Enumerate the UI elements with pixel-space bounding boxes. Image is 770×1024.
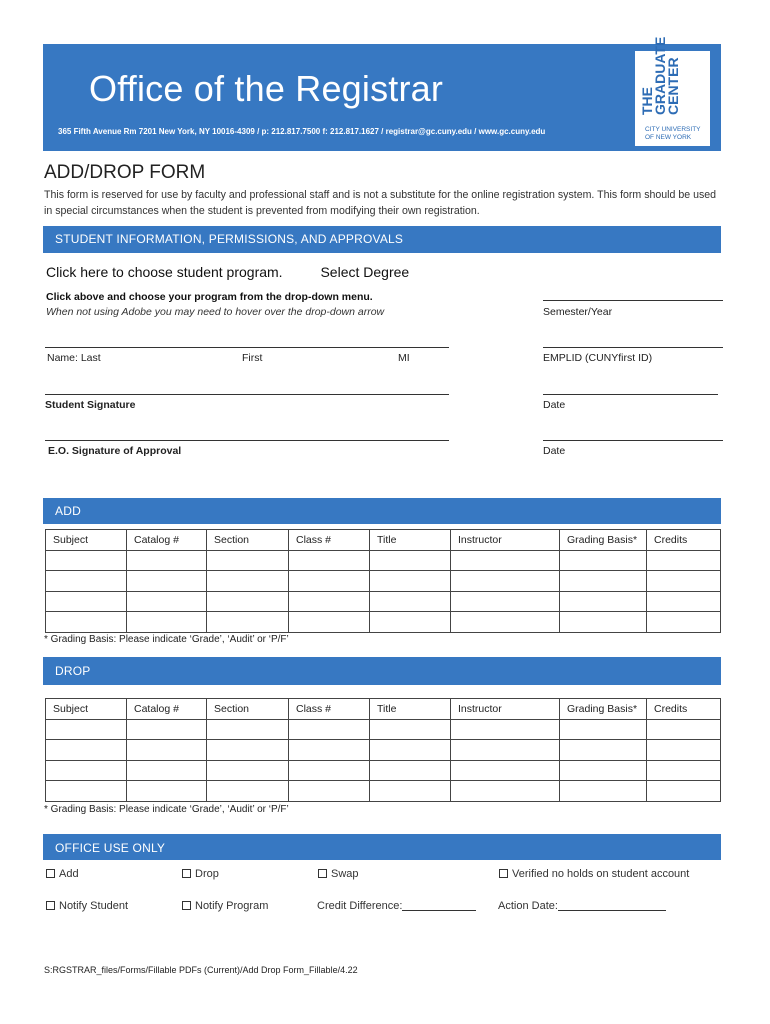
- swap-label: Swap: [331, 868, 359, 880]
- table-cell[interactable]: [451, 591, 560, 612]
- table-cell[interactable]: [46, 781, 127, 802]
- table-cell[interactable]: [127, 571, 207, 592]
- table-cell[interactable]: [370, 550, 451, 571]
- table-cell[interactable]: [207, 740, 289, 761]
- action-date-field[interactable]: [558, 901, 666, 911]
- action-date-label: Action Date:: [498, 900, 558, 912]
- header-title: Office of the Registrar: [89, 68, 444, 109]
- table-cell[interactable]: [289, 550, 370, 571]
- student-signature-field[interactable]: [45, 394, 449, 395]
- checkbox-icon[interactable]: [318, 869, 327, 878]
- dropdown-hint: When not using Adobe you may need to hover over the drop-down arrow: [46, 306, 385, 318]
- name-last-label: Name: Last: [47, 352, 101, 364]
- checkbox-icon[interactable]: [46, 869, 55, 878]
- table-cell[interactable]: [289, 781, 370, 802]
- program-row: [46, 264, 443, 280]
- table-cell[interactable]: [207, 550, 289, 571]
- office-use-bar: OFFICE USE ONLY: [43, 834, 721, 860]
- credit-difference-label: Credit Difference:: [317, 900, 403, 912]
- table-cell[interactable]: [46, 612, 127, 633]
- drop-label: Drop: [195, 868, 219, 880]
- table-cell[interactable]: [647, 550, 721, 571]
- table-row: [46, 760, 721, 781]
- table-cell[interactable]: [560, 591, 647, 612]
- table-cell[interactable]: [451, 781, 560, 802]
- table-cell[interactable]: [127, 760, 207, 781]
- eo-signature-field[interactable]: [45, 440, 449, 441]
- col-instructor: Instructor: [451, 530, 560, 551]
- table-cell[interactable]: [560, 571, 647, 592]
- table-cell[interactable]: [289, 740, 370, 761]
- table-row: [46, 550, 721, 571]
- verified-checkbox-item[interactable]: [499, 868, 689, 880]
- table-row: [46, 612, 721, 633]
- table-cell[interactable]: [289, 571, 370, 592]
- table-cell[interactable]: [370, 591, 451, 612]
- table-cell[interactable]: [647, 781, 721, 802]
- table-cell[interactable]: [207, 612, 289, 633]
- table-cell[interactable]: [207, 719, 289, 740]
- checkbox-icon[interactable]: [499, 869, 508, 878]
- date-label-2: Date: [543, 445, 566, 457]
- table-cell[interactable]: [451, 719, 560, 740]
- credit-difference-field[interactable]: [402, 901, 476, 911]
- table-cell[interactable]: [46, 740, 127, 761]
- table-cell[interactable]: [647, 612, 721, 633]
- table-cell[interactable]: [370, 719, 451, 740]
- table-cell[interactable]: [207, 571, 289, 592]
- verified-label: Verified no holds on student account: [512, 868, 690, 880]
- col-section: Section: [207, 699, 289, 720]
- checkbox-icon[interactable]: [46, 901, 55, 910]
- drop-table-header: [46, 699, 721, 720]
- table-cell[interactable]: [127, 781, 207, 802]
- col-credits: Credits: [647, 699, 721, 720]
- date-field-2[interactable]: [543, 440, 723, 441]
- table-cell[interactable]: [46, 591, 127, 612]
- swap-checkbox-item[interactable]: [318, 868, 359, 880]
- table-row: [46, 719, 721, 740]
- table-cell[interactable]: [647, 571, 721, 592]
- table-cell[interactable]: [46, 571, 127, 592]
- name-field[interactable]: [45, 347, 449, 348]
- logo-wordmark: THE GRADUATE CENTER: [639, 36, 681, 115]
- drop-table: [45, 698, 721, 802]
- checkbox-icon[interactable]: [182, 869, 191, 878]
- credit-difference-item: [317, 900, 476, 912]
- notify-student-checkbox-item[interactable]: [46, 900, 128, 912]
- table-cell[interactable]: [647, 591, 721, 612]
- drop-grading-note: * Grading Basis: Please indicate ‘Grade’, ‘Audit’ or ‘P/F’: [44, 804, 289, 815]
- table-cell[interactable]: [207, 760, 289, 781]
- student-info-bar: STUDENT INFORMATION, PERMISSIONS, AND APPROVALS: [43, 226, 721, 253]
- table-cell[interactable]: [46, 719, 127, 740]
- checkbox-icon[interactable]: [182, 901, 191, 910]
- table-cell[interactable]: [207, 781, 289, 802]
- program-dropdown[interactable]: Click here to choose student program.: [46, 264, 283, 280]
- action-date-item: [498, 900, 666, 912]
- table-cell[interactable]: [289, 719, 370, 740]
- header-address: 365 Fifth Avenue Rm 7201 New York, NY 10016-4309 / p: 212.817.7500 f: 212.817.1627 / registrar@gc.cuny.edu / www.gc.cuny.edu: [58, 127, 546, 136]
- table-cell[interactable]: [451, 571, 560, 592]
- eo-signature-label: E.O. Signature of Approval: [48, 445, 182, 457]
- semester-field[interactable]: [543, 300, 723, 301]
- table-cell[interactable]: [127, 719, 207, 740]
- col-section: Section: [207, 530, 289, 551]
- student-signature-label: Student Signature: [45, 399, 136, 411]
- col-catalog: Catalog #: [127, 530, 207, 551]
- col-subject: Subject: [46, 699, 127, 720]
- add-checkbox-item[interactable]: [46, 868, 79, 880]
- add-bar: ADD: [43, 498, 721, 524]
- col-grading-basis: Grading Basis*: [560, 699, 647, 720]
- form-title: ADD/DROP FORM: [44, 162, 206, 183]
- date-label-1: Date: [543, 399, 566, 411]
- table-cell[interactable]: [560, 781, 647, 802]
- table-cell[interactable]: [370, 740, 451, 761]
- col-instructor: Instructor: [451, 699, 560, 720]
- table-row: [46, 591, 721, 612]
- name-first-label: First: [242, 352, 263, 364]
- add-label: Add: [59, 868, 79, 880]
- notify-program-label: Notify Program: [195, 900, 269, 912]
- col-catalog: Catalog #: [127, 699, 207, 720]
- drop-bar: DROP: [43, 657, 721, 685]
- table-cell[interactable]: [127, 550, 207, 571]
- footer-file-path: S:RGSTRAR_files/Forms/Fillable PDFs (Current)/Add Drop Form_Fillable/4.22: [44, 965, 358, 975]
- table-cell[interactable]: [451, 612, 560, 633]
- table-cell[interactable]: [647, 740, 721, 761]
- dropdown-instruction: Click above and choose your program from the drop-down menu.: [46, 291, 373, 303]
- table-cell[interactable]: [127, 591, 207, 612]
- table-cell[interactable]: [560, 612, 647, 633]
- table-cell[interactable]: [560, 550, 647, 571]
- table-cell[interactable]: [370, 571, 451, 592]
- add-grading-note: * Grading Basis: Please indicate ‘Grade’, ‘Audit’ or ‘P/F’: [44, 634, 289, 645]
- logo-subtitle: CITY UNIVERSITY OF NEW YORK: [645, 126, 701, 141]
- col-title: Title: [370, 530, 451, 551]
- header-banner: [43, 36, 721, 151]
- col-subject: Subject: [46, 530, 127, 551]
- table-row: [46, 781, 721, 802]
- col-grading-basis: Grading Basis*: [560, 530, 647, 551]
- table-cell[interactable]: [127, 740, 207, 761]
- table-cell[interactable]: [370, 760, 451, 781]
- drop-checkbox-item[interactable]: [182, 868, 219, 880]
- table-cell[interactable]: [451, 760, 560, 781]
- table-cell[interactable]: [46, 760, 127, 781]
- form-intro: This form is reserved for use by faculty and professional staff and is not a substitute for the online registration system. This form should be used in special circumstances when the student is prevented from modifying their own registration.: [44, 189, 717, 217]
- graduate-center-logo: [635, 36, 710, 146]
- table-cell[interactable]: [289, 591, 370, 612]
- table-row: [46, 571, 721, 592]
- semester-label: Semester/Year: [543, 306, 613, 318]
- col-class: Class #: [289, 530, 370, 551]
- add-table: [45, 529, 721, 633]
- col-class: Class #: [289, 699, 370, 720]
- add-table-header: [46, 530, 721, 551]
- date-field-1[interactable]: [543, 394, 718, 395]
- table-cell[interactable]: [127, 612, 207, 633]
- col-title: Title: [370, 699, 451, 720]
- table-cell[interactable]: [647, 719, 721, 740]
- table-cell[interactable]: [560, 760, 647, 781]
- table-cell[interactable]: [370, 612, 451, 633]
- table-cell[interactable]: [46, 550, 127, 571]
- col-credits: Credits: [647, 530, 721, 551]
- table-cell[interactable]: [560, 719, 647, 740]
- degree-dropdown[interactable]: Select Degree: [320, 264, 410, 280]
- notify-student-label: Notify Student: [59, 900, 129, 912]
- table-cell[interactable]: [370, 781, 451, 802]
- table-cell[interactable]: [289, 760, 370, 781]
- notify-program-checkbox-item[interactable]: [182, 900, 268, 912]
- name-mi-label: MI: [398, 352, 410, 364]
- table-cell[interactable]: [207, 591, 289, 612]
- table-cell[interactable]: [451, 740, 560, 761]
- table-row: [46, 740, 721, 761]
- table-cell[interactable]: [451, 550, 560, 571]
- table-cell[interactable]: [647, 760, 721, 781]
- emplid-field[interactable]: [543, 347, 723, 348]
- table-cell[interactable]: [289, 612, 370, 633]
- table-cell[interactable]: [560, 740, 647, 761]
- emplid-label: EMPLID (CUNYfirst ID): [543, 352, 653, 364]
